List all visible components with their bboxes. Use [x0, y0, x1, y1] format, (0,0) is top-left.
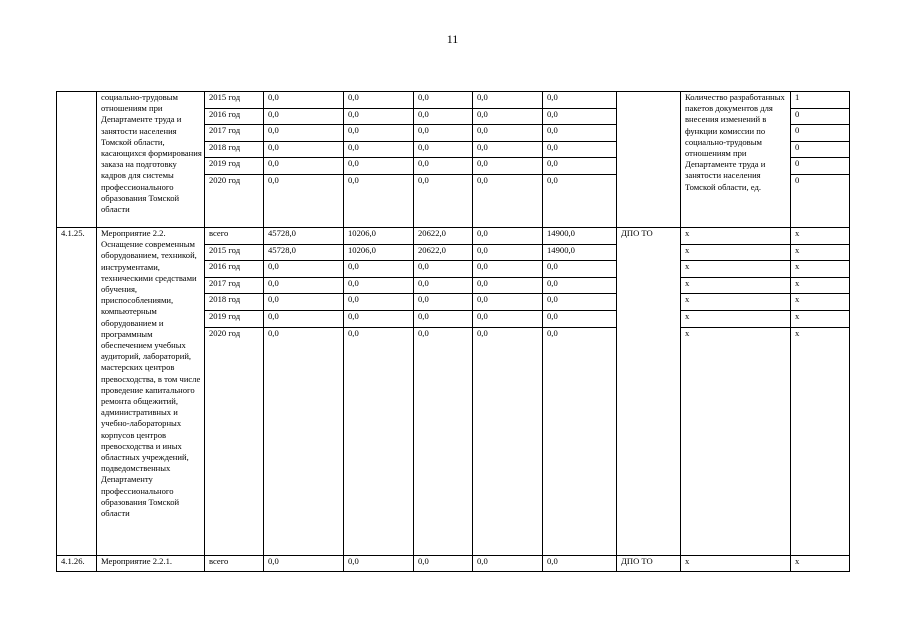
- value-cell: 45728,0: [264, 244, 344, 261]
- value-cell: 0,0: [344, 158, 414, 175]
- value-cell: 0,0: [543, 327, 617, 555]
- row-description: социально-трудовым отношениям при Департаменте труда и занятости населения Томской области, касающихся формирования заказа на подготовку кадров для системы профессионального образования Томской области: [97, 92, 205, 228]
- value-cell: 0,0: [473, 261, 543, 278]
- year-cell: 2020 год: [205, 327, 264, 555]
- value-cell: 0,0: [264, 141, 344, 158]
- year-cell: 2015 год: [205, 244, 264, 261]
- indicator-value: 0: [791, 158, 850, 175]
- value-cell: 0,0: [473, 174, 543, 227]
- value-cell: 0,0: [344, 108, 414, 125]
- executor-cell: [617, 92, 681, 228]
- value-cell: 20622,0: [414, 227, 473, 244]
- value-cell: 0,0: [543, 310, 617, 327]
- value-cell: 0,0: [344, 125, 414, 142]
- value-cell: 0,0: [264, 261, 344, 278]
- value-cell: 0,0: [264, 108, 344, 125]
- value-cell: 0,0: [543, 92, 617, 109]
- indicator-cell: х: [681, 227, 791, 244]
- table-row: [57, 555, 850, 572]
- row-description: Мероприятие 2.2.1.: [97, 555, 205, 572]
- value-cell: 0,0: [264, 555, 344, 572]
- value-cell: 0,0: [414, 141, 473, 158]
- indicator-value: 1: [791, 92, 850, 109]
- value-cell: 0,0: [473, 141, 543, 158]
- indicator-value: х: [791, 244, 850, 261]
- value-cell: 0,0: [344, 261, 414, 278]
- value-cell: 0,0: [414, 174, 473, 227]
- value-cell: 0,0: [264, 277, 344, 294]
- value-cell: 0,0: [344, 92, 414, 109]
- indicator-value: 0: [791, 108, 850, 125]
- value-cell: 0,0: [543, 294, 617, 311]
- value-cell: 0,0: [264, 125, 344, 142]
- year-cell: 2017 год: [205, 277, 264, 294]
- year-cell: 2016 год: [205, 108, 264, 125]
- value-cell: 0,0: [344, 174, 414, 227]
- year-cell: 2019 год: [205, 310, 264, 327]
- program-table: [56, 91, 850, 572]
- value-cell: 0,0: [473, 310, 543, 327]
- value-cell: 0,0: [414, 158, 473, 175]
- year-cell: 2018 год: [205, 294, 264, 311]
- value-cell: 0,0: [344, 555, 414, 572]
- value-cell: 0,0: [473, 108, 543, 125]
- indicator-cell: х: [681, 294, 791, 311]
- indicator-cell: х: [681, 277, 791, 294]
- indicator-cell: х: [681, 555, 791, 572]
- row-code: [57, 92, 97, 228]
- indicator-cell: х: [681, 261, 791, 278]
- value-cell: 0,0: [264, 310, 344, 327]
- year-cell: 2016 год: [205, 261, 264, 278]
- year-cell: 2018 год: [205, 141, 264, 158]
- indicator-value: х: [791, 277, 850, 294]
- indicator-cell: х: [681, 327, 791, 555]
- indicator-value: х: [791, 555, 850, 572]
- value-cell: 0,0: [344, 141, 414, 158]
- indicator-value: х: [791, 261, 850, 278]
- value-cell: 0,0: [414, 294, 473, 311]
- indicator-value: х: [791, 227, 850, 244]
- value-cell: 14900,0: [543, 227, 617, 244]
- value-cell: 0,0: [344, 277, 414, 294]
- value-cell: 0,0: [473, 244, 543, 261]
- year-cell: 2019 год: [205, 158, 264, 175]
- row-description: Мероприятие 2.2. Оснащение современным оборудованием, техникой, инструментами, техническими средствами обучения, приспособлениями, компьютерным оборудованием и программным обеспечением учебных аудиторий, лабораторий, мастерских центров превосходства, в том числе проведение капитального ремонта общежитий, административных и учебно-лабораторных корпусов центров превосходства и иных областных учреждений, подведомственных Департаменту профессионального образования Томской области: [97, 227, 205, 555]
- executor-cell: ДПО ТО: [617, 227, 681, 555]
- value-cell: 0,0: [264, 158, 344, 175]
- value-cell: 0,0: [543, 141, 617, 158]
- table-row: [57, 227, 850, 244]
- executor-cell: ДПО ТО: [617, 555, 681, 572]
- indicator-cell: Количество разработанных пакетов документов для внесения изменений в функции комиссии по социально-трудовым отношениям при Департаменте труда и занятости населения Томской области, ед.: [681, 92, 791, 228]
- indicator-cell: х: [681, 244, 791, 261]
- value-cell: 0,0: [473, 327, 543, 555]
- value-cell: 0,0: [543, 125, 617, 142]
- year-cell: всего: [205, 555, 264, 572]
- value-cell: 20622,0: [414, 244, 473, 261]
- indicator-cell: х: [681, 310, 791, 327]
- value-cell: 0,0: [473, 227, 543, 244]
- value-cell: 0,0: [543, 555, 617, 572]
- value-cell: 0,0: [414, 108, 473, 125]
- value-cell: 0,0: [473, 555, 543, 572]
- year-cell: 2020 год: [205, 174, 264, 227]
- value-cell: 0,0: [543, 158, 617, 175]
- indicator-value: 0: [791, 141, 850, 158]
- value-cell: 0,0: [473, 125, 543, 142]
- value-cell: 0,0: [414, 277, 473, 294]
- row-code: 4.1.26.: [57, 555, 97, 572]
- value-cell: 0,0: [264, 92, 344, 109]
- value-cell: 0,0: [473, 277, 543, 294]
- value-cell: 10206,0: [344, 244, 414, 261]
- year-cell: всего: [205, 227, 264, 244]
- value-cell: 0,0: [414, 92, 473, 109]
- value-cell: 0,0: [414, 310, 473, 327]
- value-cell: 0,0: [344, 294, 414, 311]
- value-cell: 10206,0: [344, 227, 414, 244]
- value-cell: 45728,0: [264, 227, 344, 244]
- year-cell: 2017 год: [205, 125, 264, 142]
- value-cell: 0,0: [473, 92, 543, 109]
- value-cell: 0,0: [473, 158, 543, 175]
- value-cell: 0,0: [264, 174, 344, 227]
- table-row: [57, 92, 850, 109]
- indicator-value: х: [791, 310, 850, 327]
- indicator-value: х: [791, 327, 850, 555]
- indicator-value: 0: [791, 125, 850, 142]
- value-cell: 0,0: [264, 327, 344, 555]
- value-cell: 0,0: [414, 555, 473, 572]
- indicator-value: 0: [791, 174, 850, 227]
- value-cell: 0,0: [264, 294, 344, 311]
- value-cell: 0,0: [543, 108, 617, 125]
- indicator-value: х: [791, 294, 850, 311]
- value-cell: 0,0: [414, 261, 473, 278]
- page-number: 11: [446, 32, 459, 46]
- value-cell: 0,0: [414, 327, 473, 555]
- row-code: 4.1.25.: [57, 227, 97, 555]
- value-cell: 0,0: [344, 310, 414, 327]
- value-cell: 0,0: [543, 261, 617, 278]
- year-cell: 2015 год: [205, 92, 264, 109]
- value-cell: 0,0: [473, 294, 543, 311]
- value-cell: 0,0: [543, 277, 617, 294]
- value-cell: 0,0: [344, 327, 414, 555]
- value-cell: 0,0: [414, 125, 473, 142]
- value-cell: 0,0: [543, 174, 617, 227]
- value-cell: 14900,0: [543, 244, 617, 261]
